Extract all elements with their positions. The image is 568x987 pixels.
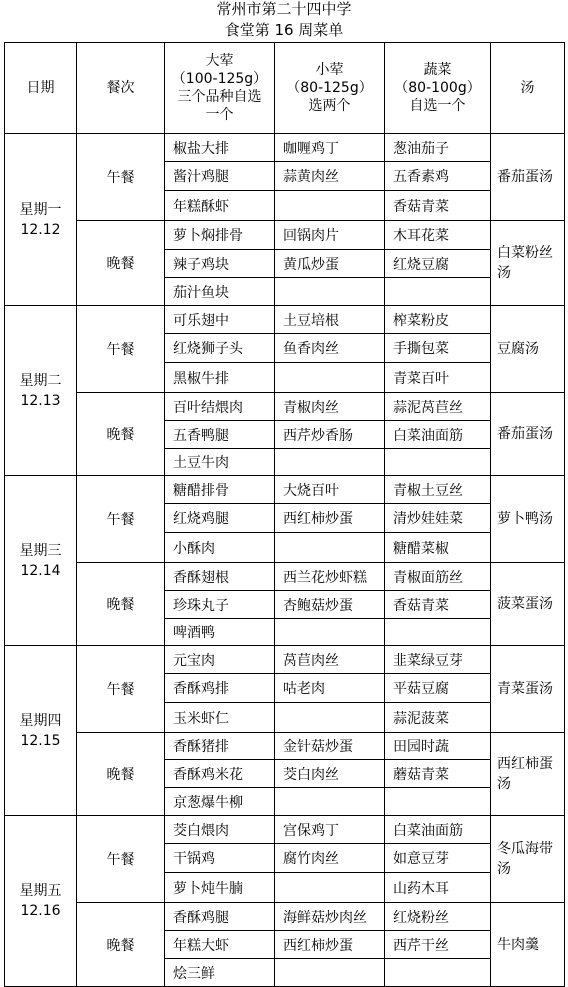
vegetable-dish [385,788,491,816]
small-meat-dish: 鱼香肉丝 [275,334,385,363]
vegetable-dish: 山药木耳 [385,873,491,903]
menu-row [5,563,565,591]
vegetable-dish: 田园时蔬 [385,733,491,760]
header-veg-note: 自选一个 [409,98,466,114]
meal-label: 午餐 [77,306,165,393]
menu-row [5,476,565,504]
meal-label: 午餐 [77,816,165,903]
header-vegetable [385,43,491,134]
small-meat-dish: 海鲜菇炒肉丝 [275,903,385,931]
menu-row [5,646,565,674]
big-meat-dish: 干锅鸡 [165,844,275,873]
soup-cell: 牛肉羹 [491,903,565,987]
big-meat-dish: 香酥鸡米花 [165,760,275,788]
big-meat-dish: 年糕大虾 [165,931,275,959]
menu-row [5,816,565,844]
day-date: 12.14 [20,562,61,579]
big-meat-dish: 香酥鸡腿 [165,903,275,931]
soup-cell: 冬瓜海带汤 [491,816,565,903]
small-meat-dish: 宫保鸡丁 [275,816,385,844]
vegetable-dish: 蒜泥菠菜 [385,703,491,733]
header-small-weight: （80-125g） [286,80,373,96]
soup-cell: 番茄蛋汤 [491,134,565,221]
header-big-weight: （100-125g） [171,71,268,87]
header-big-meat [165,43,275,134]
menu-week-title: 食堂第 16 周菜单 [224,21,344,39]
vegetable-dish: 清炒娃娃菜 [385,504,491,533]
small-meat-dish: 咕老肉 [275,674,385,703]
vegetable-dish: 红烧豆腐 [385,250,491,278]
big-meat-dish: 辣子鸡块 [165,250,275,278]
big-meat-dish: 茭白煨肉 [165,816,275,844]
day-name: 星期三 [19,542,62,559]
day-name: 星期一 [19,201,62,218]
meal-label: 晚餐 [77,733,165,816]
small-meat-dish: 回锅肉片 [275,221,385,250]
day-cell [5,134,77,306]
header-big-label: 大荤 [205,53,234,69]
vegetable-dish: 西芹干丝 [385,931,491,959]
small-meat-dish [275,619,385,646]
big-meat-dish: 香酥猪排 [165,733,275,760]
big-meat-dish: 萝卜炖牛腩 [165,873,275,903]
menu-body [5,134,565,987]
header-row [5,43,565,134]
small-meat-dish [275,703,385,733]
menu-row [5,306,565,334]
menu-row [5,393,565,421]
big-meat-dish: 年糕酥虾 [165,191,275,221]
day-name: 星期五 [19,883,62,899]
day-name: 星期四 [19,712,62,729]
small-meat-dish: 西芹炒香肠 [275,421,385,449]
vegetable-dish: 香菇青菜 [385,191,491,221]
small-meat-dish: 土豆培根 [275,306,385,334]
big-meat-dish: 萝卜焖排骨 [165,221,275,250]
big-meat-dish: 酱汁鸡腿 [165,162,275,191]
small-meat-dish [275,278,385,306]
day-date: 12.16 [20,903,61,919]
big-meat-dish: 元宝肉 [165,646,275,674]
small-meat-dish [275,191,385,221]
small-meat-dish [275,533,385,563]
big-meat-dish: 五香鸭腿 [165,421,275,449]
vegetable-dish: 青椒土豆丝 [385,476,491,504]
vegetable-dish: 五香素鸡 [385,162,491,191]
big-meat-dish: 香酥鸡排 [165,674,275,703]
meal-label: 午餐 [77,134,165,221]
big-meat-dish: 可乐翅中 [165,306,275,334]
small-meat-dish [275,873,385,903]
small-meat-dish: 大烧百叶 [275,476,385,504]
big-meat-dish: 红烧狮子头 [165,334,275,363]
header-date: 日期 [5,43,77,134]
small-meat-dish: 杏鲍菇炒蛋 [275,591,385,619]
header-small-note: 选两个 [308,98,351,114]
header-soup: 汤 [491,43,565,134]
vegetable-dish: 青菜百叶 [385,363,491,393]
vegetable-dish: 手撕包菜 [385,334,491,363]
vegetable-dish: 青椒面筋丝 [385,563,491,591]
small-meat-dish [275,363,385,393]
small-meat-dish: 腐竹肉丝 [275,844,385,873]
soup-cell: 菠菜蛋汤 [491,563,565,646]
weekly-menu-table [4,42,565,987]
header-veg-label: 蔬菜 [423,62,452,78]
menu-row [5,733,565,760]
day-cell [5,646,77,816]
day-date: 12.12 [20,221,61,238]
soup-cell: 西红柿蛋汤 [491,733,565,816]
day-cell [5,306,77,476]
vegetable-dish: 榨菜粉皮 [385,306,491,334]
big-meat-dish: 红烧鸡腿 [165,504,275,533]
vegetable-dish: 红烧粉丝 [385,903,491,931]
vegetable-dish: 白菜油面筋 [385,421,491,449]
day-date: 12.15 [20,732,61,749]
vegetable-dish: 木耳花菜 [385,221,491,250]
vegetable-dish: 香菇青菜 [385,591,491,619]
meal-label: 晚餐 [77,903,165,987]
meal-label: 晚餐 [77,563,165,646]
soup-cell: 豆腐汤 [491,306,565,393]
small-meat-dish [275,449,385,476]
big-meat-dish: 珍珠丸子 [165,591,275,619]
small-meat-dish: 茭白肉丝 [275,760,385,788]
soup-cell: 番茄蛋汤 [491,393,565,476]
small-meat-dish: 西兰花炒虾糕 [275,563,385,591]
small-meat-dish: 青椒肉丝 [275,393,385,421]
vegetable-dish [385,959,491,987]
small-meat-dish: 莴苣肉丝 [275,646,385,674]
big-meat-dish: 烩三鲜 [165,959,275,987]
big-meat-dish: 百叶结煨肉 [165,393,275,421]
day-cell [5,816,77,987]
big-meat-dish: 香酥翅根 [165,563,275,591]
soup-cell: 青菜蛋汤 [491,646,565,733]
vegetable-dish: 蒜泥莴苣丝 [385,393,491,421]
vegetable-dish: 韭菜绿豆芽 [385,646,491,674]
small-meat-dish: 金针菇炒蛋 [275,733,385,760]
big-meat-dish: 玉米虾仁 [165,703,275,733]
small-meat-dish [275,788,385,816]
soup-cell: 萝卜鸭汤 [491,476,565,563]
header-big-note1: 三个品种自选 [177,89,262,105]
big-meat-dish: 京葱爆牛柳 [165,788,275,816]
vegetable-dish [385,449,491,476]
meal-label: 晚餐 [77,221,165,306]
header-small-meat [275,43,385,134]
big-meat-dish: 土豆牛肉 [165,449,275,476]
day-cell [5,476,77,646]
header-veg-weight: （80-100g） [394,80,481,96]
menu-row [5,903,565,931]
meal-label: 午餐 [77,646,165,733]
soup-cell: 白菜粉丝汤 [491,221,565,306]
vegetable-dish: 白菜油面筋 [385,816,491,844]
big-meat-dish: 糖醋排骨 [165,476,275,504]
big-meat-dish: 茄汁鱼块 [165,278,275,306]
day-date: 12.13 [20,392,61,409]
header-small-label: 小荤 [315,62,344,78]
meal-label: 晚餐 [77,393,165,476]
small-meat-dish: 咖喱鸡丁 [275,134,385,162]
big-meat-dish: 啤酒鸭 [165,619,275,646]
menu-row [5,221,565,250]
vegetable-dish: 糖醋菜椒 [385,533,491,563]
vegetable-dish [385,619,491,646]
small-meat-dish: 西红柿炒蛋 [275,931,385,959]
small-meat-dish [275,959,385,987]
vegetable-dish [385,278,491,306]
day-name: 星期二 [19,372,62,389]
small-meat-dish: 黄瓜炒蛋 [275,250,385,278]
small-meat-dish: 蒜黄肉丝 [275,162,385,191]
header-meal: 餐次 [77,43,165,134]
big-meat-dish: 椒盐大排 [165,134,275,162]
menu-row [5,134,565,162]
big-meat-dish: 黑椒牛排 [165,363,275,393]
big-meat-dish: 小酥肉 [165,533,275,563]
vegetable-dish: 平菇豆腐 [385,674,491,703]
school-title: 常州市第二十四中学 [216,0,352,18]
vegetable-dish: 如意豆芽 [385,844,491,873]
header-big-note2: 一个 [205,107,234,123]
meal-label: 午餐 [77,476,165,563]
vegetable-dish: 葱油茄子 [385,134,491,162]
small-meat-dish: 西红柿炒蛋 [275,504,385,533]
vegetable-dish: 蘑菇青菜 [385,760,491,788]
